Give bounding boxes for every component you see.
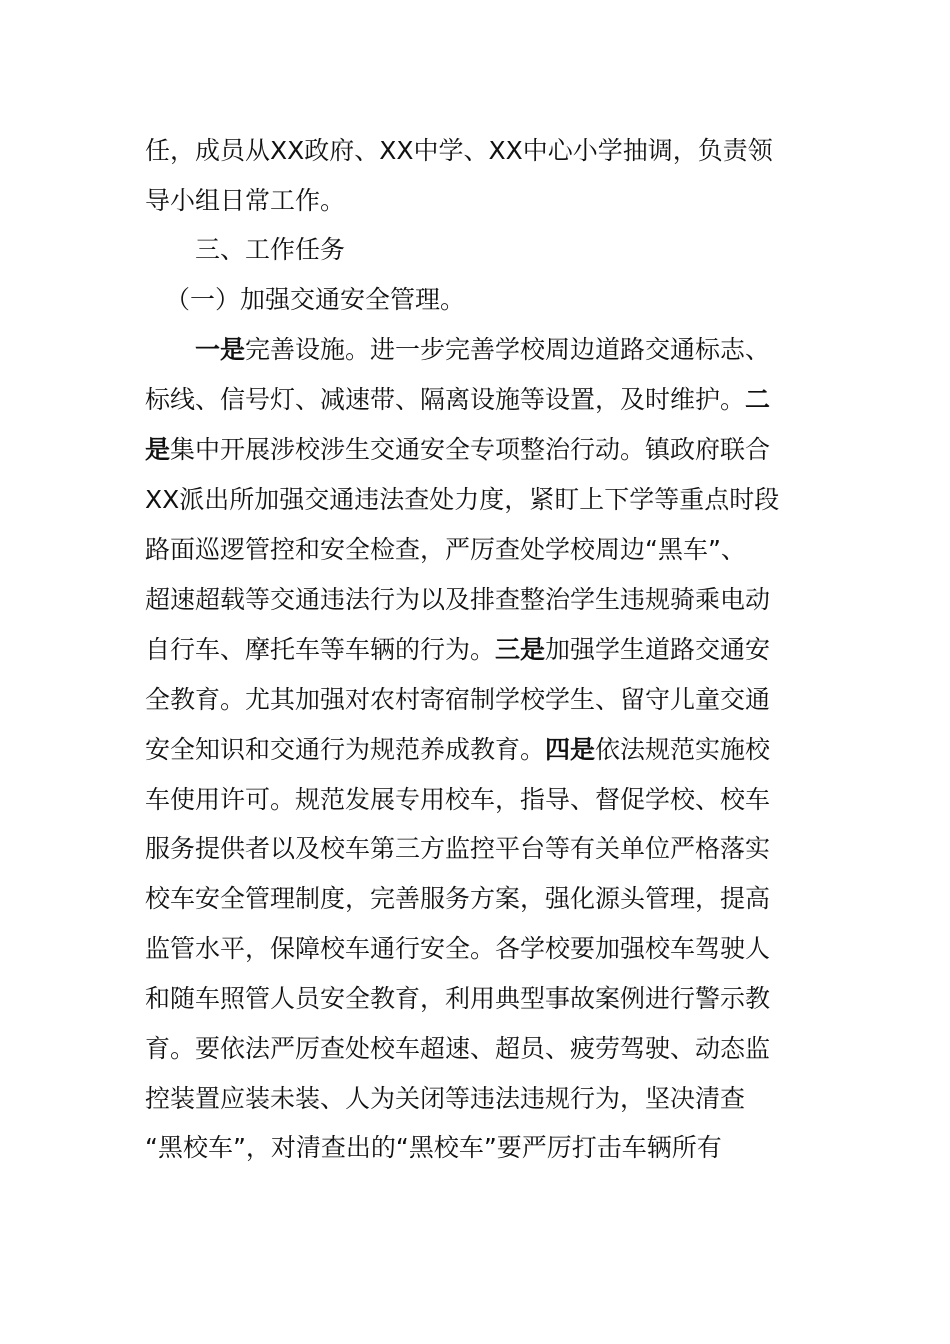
- text-run: 导小组日常工作。: [145, 186, 346, 215]
- bold-marker: 四是: [545, 735, 596, 764]
- text-line-20: [145, 1082, 810, 1116]
- text-line-16: [145, 882, 810, 916]
- text-run: 服务提供者以及校车第三方监控平台等有关单位严格落实: [145, 834, 771, 863]
- text-run: “黑校车”，对清查出的“黑校车”要严厉打击车辆所有: [145, 1133, 722, 1162]
- text-line-21: [145, 1131, 810, 1165]
- text-run: 监管水平，保障校车通行安全。各学校要加强校车驾驶人: [145, 934, 771, 963]
- text-run: （一）加强交通安全管理。: [165, 285, 466, 314]
- text-run: 车使用许可。规范发展专用校车，指导、督促学校、校车: [145, 785, 771, 814]
- text-run: 安全知识和交通行为规范养成教育。: [145, 735, 546, 764]
- bold-marker: 三是: [495, 635, 546, 664]
- text-run: 加强学生道路交通安: [545, 635, 771, 664]
- bold-marker: 二: [745, 385, 771, 414]
- text-line-19: [145, 1032, 810, 1066]
- section-heading: [195, 233, 810, 267]
- text-line-7: [145, 433, 810, 467]
- text-run: 自行车、摩托车等车辆的行为。: [145, 635, 496, 664]
- text-line-2: [145, 184, 810, 218]
- text-run: 超速超载等交通违法行为以及排查整治学生违规骑乘电动: [145, 585, 771, 614]
- text-run: 和随车照管人员安全教育，利用典型事故案例进行警示教: [145, 984, 771, 1013]
- text-line-6: [145, 383, 810, 417]
- text-line-11: [145, 633, 810, 667]
- text-line-1: [145, 134, 810, 168]
- text-line-14: [145, 783, 810, 817]
- text-run: XX派出所加强交通违法查处力度，紧盯上下学等重点时段: [145, 485, 780, 514]
- text-run: 校车安全管理制度，完善服务方案，强化源头管理，提高: [145, 884, 771, 913]
- text-run: 育。要依法严厉查处校车超速、超员、疲劳驾驶、动态监: [145, 1034, 771, 1063]
- text-run: 任，成员从XX政府、XX中学、XX中心小学抽调，负责领: [145, 136, 773, 165]
- text-line-17: [145, 932, 810, 966]
- text-run: 三、工作任务: [195, 235, 346, 264]
- text-line-10: [145, 583, 810, 617]
- bold-marker: 一是: [195, 335, 246, 364]
- bold-marker: 是: [145, 435, 171, 464]
- text-line-18: [145, 982, 810, 1016]
- text-line-5: [195, 333, 810, 367]
- text-run: 路面巡逻管控和安全检查，严厉查处学校周边“黑车”、: [145, 535, 746, 564]
- text-line-8: [145, 483, 810, 517]
- text-line-9: [145, 533, 810, 567]
- text-line-13: [145, 733, 810, 767]
- text-run: 集中开展涉校涉生交通安全专项整治行动。镇政府联合: [170, 435, 771, 464]
- text-run: 标线、信号灯、减速带、隔离设施等设置，及时维护。: [145, 385, 746, 414]
- text-line-15: [145, 832, 810, 866]
- text-run: 依法规范实施校: [595, 735, 771, 764]
- text-run: 全教育。尤其加强对农村寄宿制学校学生、留守儿童交通: [145, 685, 771, 714]
- text-run: 完善设施。进一步完善学校周边道路交通标志、: [245, 335, 771, 364]
- subsection-heading: [165, 283, 810, 317]
- text-line-12: [145, 683, 810, 717]
- text-run: 控装置应装未装、人为关闭等违法违规行为，坚决清查: [145, 1084, 746, 1113]
